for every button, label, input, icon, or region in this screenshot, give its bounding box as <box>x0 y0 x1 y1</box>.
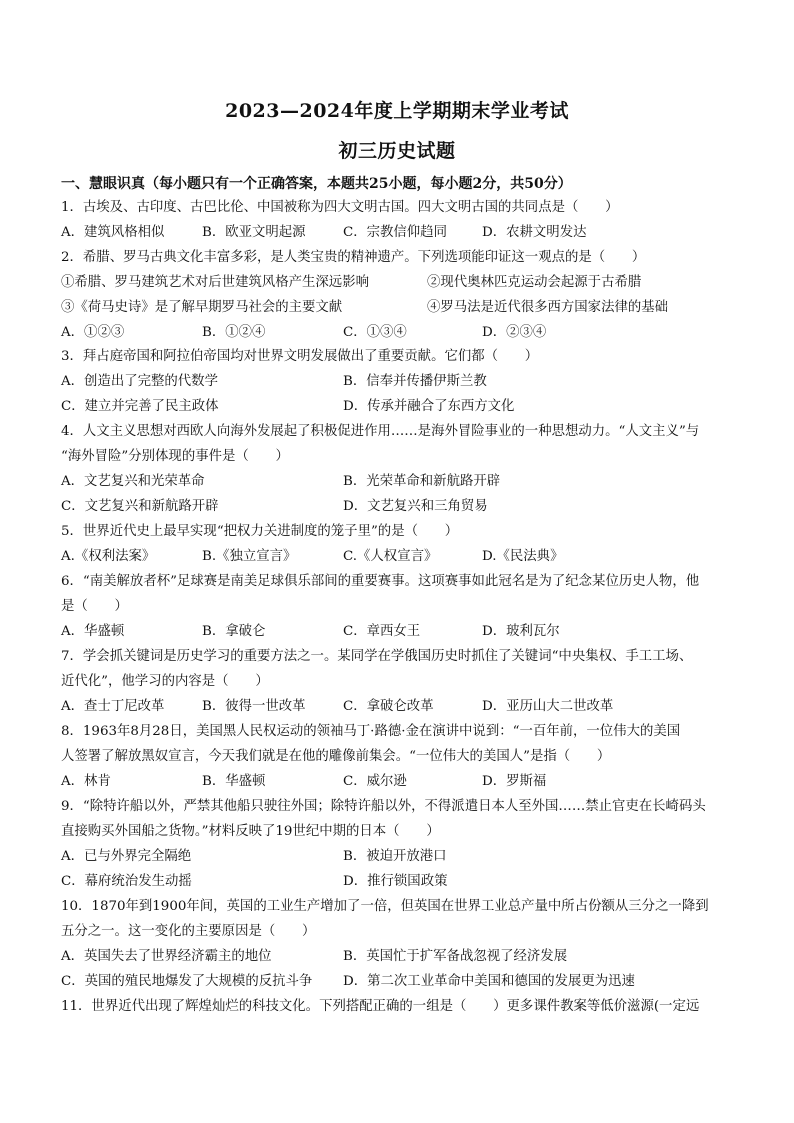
option-row <box>61 972 741 992</box>
option-a: A．英国失去了世界经济霸主的地位 <box>61 949 272 964</box>
option-d: D．亚历山大二世改革 <box>482 699 614 714</box>
option-b: B．英国忙于扩军备战忽视了经济发展 <box>343 949 568 964</box>
option-d: D．②③④ <box>482 325 547 340</box>
question-stem: “海外冒险”分别体现的事件是（ ） <box>61 449 289 464</box>
option-row <box>61 372 741 392</box>
option-c: C．①③④ <box>343 325 407 340</box>
option-row <box>61 472 741 492</box>
exam-subtitle: 初三历史试题 <box>338 140 456 162</box>
option-b: B．拿破仑 <box>202 624 266 639</box>
option-c: C.《人权宣言》 <box>343 549 438 564</box>
option-c: C．建立并完善了民主政体 <box>61 399 219 414</box>
sub-statement-row <box>61 298 741 318</box>
option-b: B．华盛顿 <box>202 774 266 789</box>
option-c: C．英国的殖民地爆发了大规模的反抗斗争 <box>61 974 313 989</box>
option-d: D．文艺复兴和三角贸易 <box>343 499 488 514</box>
option-d: D．农耕文明发达 <box>482 225 587 240</box>
option-d: D．传承并融合了东西方文化 <box>343 399 515 414</box>
section-heading: 一、慧眼识真（每小题只有一个正确答案，本题共25小题，每小题2分，共50分） <box>61 176 572 192</box>
option-b: B．欧亚文明起源 <box>202 225 306 240</box>
option-d: D．第二次工业革命中美国和德国的发展更为迅速 <box>343 974 635 989</box>
statement-1: ①希腊、罗马建筑艺术对后世建筑风格产生深远影响 <box>61 275 369 290</box>
question-stem: 7．学会抓关键词是历史学习的重要方法之一。某同学在学俄国历史时抓住了关键词“中央集权、手工工场、 <box>61 649 693 664</box>
option-row <box>61 772 741 792</box>
option-a: A．查士丁尼改革 <box>61 699 165 714</box>
question-stem: 人签署了解放黑奴宣言，今天我们就是在他的雕像前集会。“一位伟大的美国人”是指（ ） <box>61 749 611 764</box>
option-d: D．推行锁国政策 <box>343 874 448 889</box>
sub-statement-row <box>61 273 741 293</box>
option-a: A．①②③ <box>61 325 125 340</box>
option-b: B．①②④ <box>202 325 266 340</box>
question-stem: 5．世界近代史上最早实现“把权力关进制度的笼子里”的是（ ） <box>61 524 459 539</box>
statement-2: ②现代奥林匹克运动会起源于古希腊 <box>427 275 642 290</box>
option-b: B．信奉并传播伊斯兰教 <box>343 374 487 389</box>
question-stem: 1．古埃及、古印度、古巴比伦、中国被称为四大文明古国。四大文明古国的共同点是（ ） <box>61 200 619 215</box>
question-stem: 是（ ） <box>61 599 128 614</box>
option-row <box>61 223 741 243</box>
option-c: C．文艺复兴和新航路开辟 <box>61 499 219 514</box>
question-stem: 3．拜占庭帝国和阿拉伯帝国均对世界文明发展做出了重要贡献。它们都（ ） <box>61 349 539 364</box>
option-a: A．已与外界完全隔绝 <box>61 849 192 864</box>
question-stem: 6．“南美解放者杯”足球赛是南美足球俱乐部间的重要赛事。这项赛事如此冠名是为了纪念某位历史人物，他 <box>61 574 700 589</box>
option-b: B.《独立宣言》 <box>202 549 297 564</box>
question-stem: 2．希腊、罗马古典文化丰富多彩，是人类宝贵的精神遗产。下列选项能印证这一观点的是（ ） <box>61 250 646 265</box>
option-b: B．彼得一世改革 <box>202 699 306 714</box>
exam-title: 2023—2024年度上学期期末学业考试 <box>225 100 569 122</box>
question-stem: 五分之一。这一变化的主要原因是（ ） <box>61 924 316 939</box>
question-stem: 近代化”，他学习的内容是（ ） <box>61 674 269 689</box>
option-c: C．幕府统治发生动摇 <box>61 874 192 889</box>
option-a: A．林肯 <box>61 774 111 789</box>
option-row <box>61 872 741 892</box>
option-row <box>61 847 741 867</box>
statement-4: ④罗马法是近代很多西方国家法律的基础 <box>427 300 669 315</box>
option-a: A．文艺复兴和光荣革命 <box>61 474 205 489</box>
option-c: C．宗教信仰趋同 <box>343 225 447 240</box>
option-row <box>61 947 741 967</box>
option-c: C．章西女王 <box>343 624 421 639</box>
option-row <box>61 323 741 343</box>
option-row <box>61 497 741 517</box>
option-a: A．建筑风格相似 <box>61 225 165 240</box>
option-d: D．罗斯福 <box>482 774 547 789</box>
option-c: C．威尔逊 <box>343 774 407 789</box>
option-row <box>61 547 741 567</box>
option-b: B．光荣革命和新航路开辟 <box>343 474 501 489</box>
question-stem: 10．1870年到1900年间，英国的工业生产增加了一倍，但英国在世界工业总产量中所占份额从三分之一降到 <box>61 899 709 914</box>
statement-3: ③《荷马史诗》是了解早期罗马社会的主要文献 <box>61 300 343 315</box>
option-row <box>61 622 741 642</box>
option-a: A.《权利法案》 <box>61 549 156 564</box>
option-row <box>61 697 741 717</box>
option-a: A．创造出了完整的代数学 <box>61 374 218 389</box>
question-stem: 11．世界近代出现了辉煌灿烂的科技文化。下列搭配正确的一组是（ ）更多课件教案等低价滋源(一定远 <box>61 999 700 1014</box>
question-stem: 直接购买外国船之货物。”材料反映了19世纪中期的日本（ ） <box>61 824 440 839</box>
question-stem: 4．人文主义思想对西欧人向海外发展起了积极促进作用……是海外冒险事业的一种思想动力。“人文主义”与 <box>61 424 700 439</box>
question-stem: 8．1963年8月28日，美国黑人民权运动的领袖马丁·路德·金在演讲中说到：“一百年前，一位伟大的美国 <box>61 724 681 739</box>
option-a: A．华盛顿 <box>61 624 125 639</box>
option-d: D．玻利瓦尔 <box>482 624 560 639</box>
option-row <box>61 397 741 417</box>
question-stem: 9．“除特许船以外，严禁其他船只驶往外国；除特许船以外，不得派遣日本人至外国……禁止官吏在长崎码头 <box>61 799 706 814</box>
option-b: B．被迫开放港口 <box>343 849 447 864</box>
option-c: C．拿破仑改革 <box>343 699 434 714</box>
option-d: D.《民法典》 <box>482 549 564 564</box>
